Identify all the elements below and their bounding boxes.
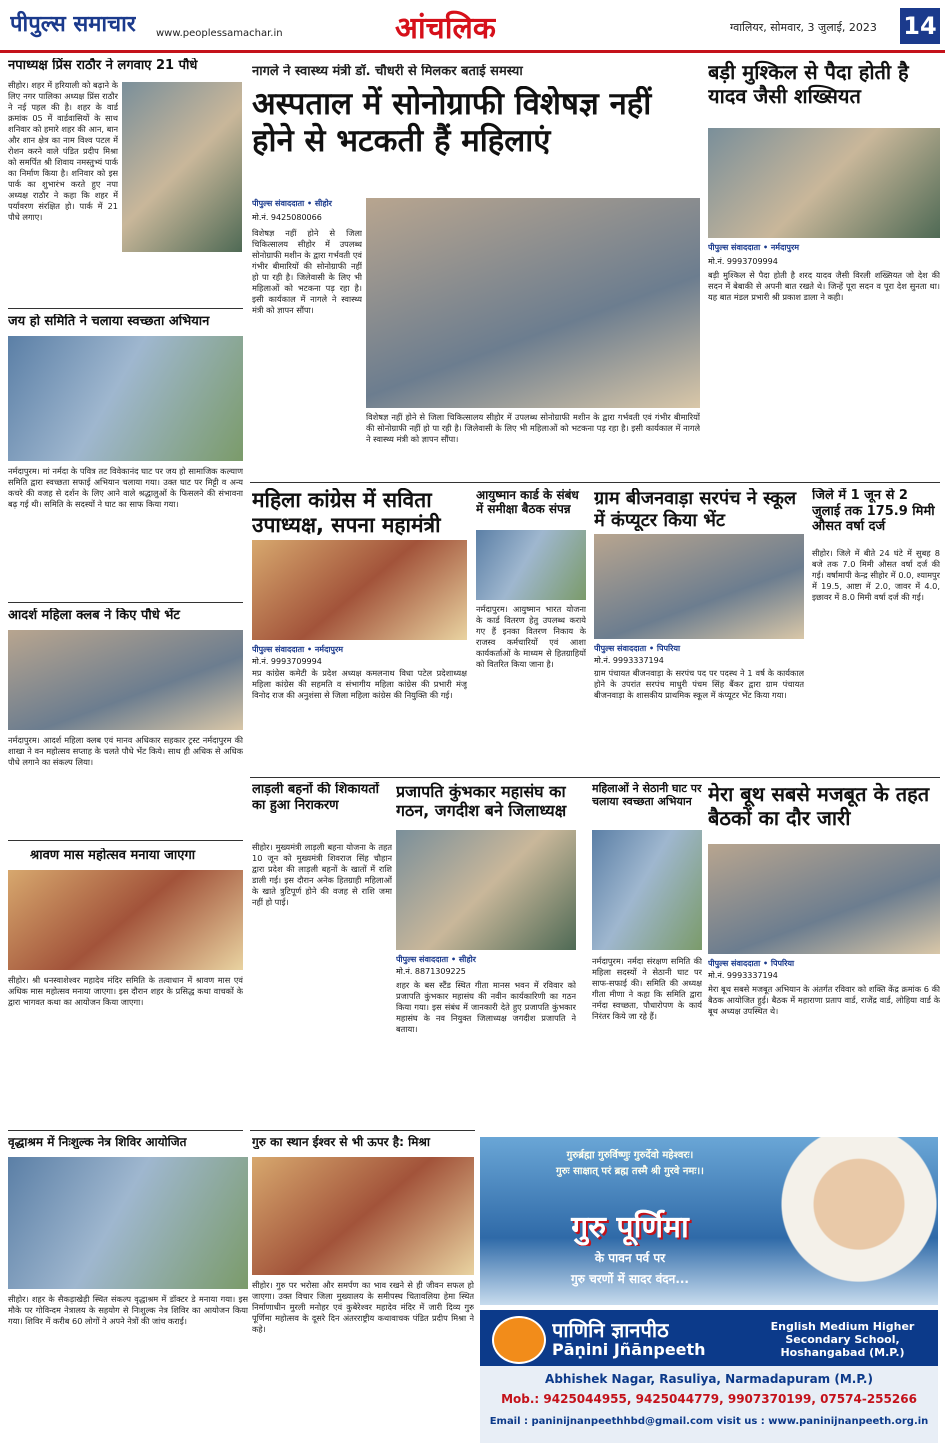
article-7-body: बड़ी मुश्किल से पैदा होती है शरद यादव जैसी विरली शख्सियत जो देश की सदन में बेबाकी से अपनी बात रखते थे। जिन्हें पूरा सदन व पूरा देश सुनता था। यह बात मंडल प्रभारी श्री प्रकाश डाला ने कही। — [708, 270, 940, 302]
article-13-title: प्रजापति कुंभकार महासंघ का गठन, जगदीश बने जिलाध्यक्ष — [396, 782, 567, 821]
masthead — [0, 0, 945, 53]
article-8-body: मप्र कांग्रेस कमेटी के प्रदेश अध्यक्ष कमलनाथ विधा पटेल प्रदेशाध्यक्ष महिला कांग्रेस की सहमति व संभागीय महिला कांग्रेस की प्रभारी मंजू विनोद राज की अनुशंसा से जिला महिला कांग्रेस की नियुक्ति की गई। — [252, 668, 467, 700]
ad-quote-line-2: गुरुः साक्षात् परं ब्रह्म तस्मै श्री गुरवे नमः।। — [556, 1166, 704, 1177]
article-7-title: बड़ी मुश्किल से पैदा होती है यादव जैसी शख्सियत — [708, 60, 909, 108]
school-address: Abhishek Nagar, Rasuliya, Narmadapuram (M.P.) — [545, 1372, 873, 1386]
article-11-title: जिले में 1 जून से 2 जुलाई तक 175.9 मिमी औसत वर्षा दर्ज — [812, 488, 935, 535]
article-5-title: वृद्धाश्रम में निःशुल्क नेत्र शिविर आयोजित — [8, 1135, 187, 1149]
masthead-url[interactable]: www.peoplessamachar.in — [156, 28, 283, 39]
article-11-body: सीहोर। जिले में बीते 24 घंटे में सुबह 8 बजे तक 7.0 मिमी औसत वर्षा दर्ज की गई। वर्षामापी केन्द्र सीहोर में 0.0, श्यामपुर में 19.5, आष्टा में 2.0, जावर में 4.0, इछावर में 8.0 मिमी वर्षा दर्ज की गई। — [812, 548, 940, 602]
article-1-body: सीहोर। शहर में हरियाली को बढ़ाने के लिए नगर पालिका अध्यक्ष प्रिंस राठौर ने नई पहल की है। शहर के वार्ड क्रमांक 05 में वार्डवासियों के साथ शनिवार को हमारे शहर की आन, बान और शान क्षेत्र का नाम विश्व पटल में रोशन करने वाले पंडित प्रदीप मिश्रा को समर्पित श्री शिवाय नमस्तुभ्यं पार्क का निर्माण किया है। शनिवार को इस पार्क का शुभारंभ करते हुए नपा अध्यक्ष राठौर ने कहा कि शहर में पर्यावरण संरक्षित हो। पार्क में 21 पौधे लगाए। — [8, 80, 118, 222]
article-9-title: आयुष्मान कार्ड के संबंध में समीक्षा बैठक संपन्न — [476, 488, 579, 517]
ad-quote-line-1: गुरुर्ब्रह्मा गुरुर्विष्णुः गुरुर्देवो महेश्वरः। — [566, 1150, 694, 1161]
article-8-byline: पीपुल्स संवाददाता • नर्मदापुरम — [252, 645, 344, 654]
article-9-body: नर्मदापुरम। आयुष्मान भारत योजना के कार्ड वितरण हेतु उपलब्ध कराये गए हैं इनका वितरण निकाय के राजस्व कर्मचारियों एवं आशा कार्यकर्ताओं के माध्यम से हितग्राहियों को वितरित किया जाना है। — [476, 604, 586, 669]
school-phone: Mob.: 9425044955, 9425044779, 9907370199, 07574-255266 — [501, 1392, 917, 1406]
article-7-byline: पीपुल्स संवाददाता • नर्मदापुरम — [708, 243, 800, 252]
article-16-title: गुरु का स्थान ईश्वर से भी ऊपर है: मिश्रा — [252, 1135, 430, 1149]
divider — [8, 840, 243, 841]
article-1-photo — [122, 82, 242, 252]
masthead-name: पीपुल्स समाचार — [10, 12, 136, 37]
article-10-title: ग्राम बीजनवाड़ा सरपंच ने स्कूल में कंप्यूटर किया भेंट — [594, 488, 797, 531]
article-4-body: सीहोर। श्री धनस्वाशेश्वर महादेव मंदिर समिति के तत्वाधान में श्रावण मास एवं अधिक मास महोत्सव मनाया जाएगा। इस दौरान शहर के प्रसिद्ध कथा वाचकों के द्वारा भागवत कथा का आयोजन किया जाएगा। — [8, 975, 243, 1007]
divider — [8, 308, 243, 309]
article-10-photo — [594, 534, 804, 639]
guru-purnima-ad — [480, 1137, 938, 1305]
school-logo-icon — [492, 1316, 546, 1364]
article-10-byline: पीपुल्स संवाददाता • पिपरिया — [594, 644, 681, 653]
article-2-title: जय हो समिति ने चलाया स्वच्छता अभियान — [8, 314, 210, 329]
article-13-byline: पीपुल्स संवाददाता • सीहोर — [396, 955, 476, 964]
article-15-photo — [708, 844, 940, 954]
school-description: English Medium Higher Secondary School, Hoshangabad (M.P.) — [770, 1320, 915, 1359]
article-16-photo — [252, 1157, 474, 1275]
article-3-title: आदर्श महिला क्लब ने किए पौधे भेंट — [8, 608, 180, 623]
ad-tagline: गुरु चरणों में सादर वंदन... — [570, 1272, 689, 1286]
divider — [8, 1130, 243, 1131]
school-name-english: Pāṇini Jñānpeeth — [552, 1340, 706, 1359]
ad-subtitle: के पावन पर्व पर — [594, 1251, 666, 1265]
lead-body: विशेषज्ञ नहीं होने से जिला चिकित्सालय सीहोर में उपलब्ध सोनोग्राफी मशीन के द्वारा गर्भवती एवं गंभीर बीमारियों की सोनोग्राफी नहीं हो पा रही है। जिलेवासी के लिए भी महिलाओं को भटकना पड़ रहा है। इसी कार्यकाल में नागले ने स्वास्थ्य मंत्री को ज्ञापन सौंपा। — [252, 228, 362, 315]
article-15-body: मेरा बूथ सबसे मजबूत अभियान के अंतर्गत रविवार को शक्ति केंद्र क्रमांक 6 की बैठक आयोजित हुई। बैठक में महाराणा प्रताप वार्ड, राजेंद्र वार्ड, लोहिया वार्ड के बूथ अध्यक्ष उपस्थित थे। — [708, 984, 940, 1016]
lead-body-cont: विशेषज्ञ नहीं होने से जिला चिकित्सालय सीहोर में उपलब्ध सोनोग्राफी मशीन के द्वारा गर्भवती एवं गंभीर बीमारियों की सोनोग्राफी नहीं हो पा रही है। जिलेवासी के लिए भी महिलाओं को भटकना पड़ रहा है। इसी कार्यकाल में नागले ने स्वास्थ्य मंत्री को ज्ञापन सौंपा। — [366, 412, 700, 444]
article-1-title: नपाध्यक्ष प्रिंस राठौर ने लगवाए 21 पौधे — [8, 58, 198, 73]
article-8-phone: मो.नं. 9993709994 — [252, 657, 322, 666]
article-10-body: ग्राम पंचायत बीजनवाड़ा के सरपंच पद पर पदस्थ ने 1 वर्ष के कार्यकाल होने के उपरांत सरपंच माधुरी पंचम सिंह बैंकर द्वारा ग्राम पंचायत बीजनवाड़ा के शासकीय प्राथमिक स्कूल में कंप्यूटर भेंट किया गया। — [594, 668, 804, 700]
article-16-body: सीहोर। गुरु पर भरोसा और समर्पण का भाव रखने से ही जीवन सफल हो जाएगा। उक्त विचार जिला मुख्यालय के समीपस्थ चितावलिया हेमा स्थित निर्माणाधीन मुरली मनोहर एवं कुबेरेश्वर महादेव मंदिर में जारी दिव्य गुरु पूर्णिमा महोत्सव के दूसरे दिन अंतरराष्ट्रीय कथावाचक पंडित प्रदीप मिश्रा ने कहे। — [252, 1280, 474, 1334]
lead-photo — [366, 198, 700, 408]
article-10-phone: मो.नं. 9993337194 — [594, 656, 664, 665]
article-13-phone: मो.नं. 8871309225 — [396, 967, 466, 976]
article-13-body: शहर के बस स्टैंड स्थित गीता मानस भवन में रविवार को प्रजापति कुंभकार महासंघ की नवीन कार्यकारिणी का गठन किया गया। इस संबंध में जानकारी देते हुए प्रजापति कुंभकार महासंघ के नव नियुक्त जिलाध्यक्ष जगदीश प्रजापति ने बताया। — [396, 980, 576, 1034]
divider — [8, 602, 243, 603]
article-12-body: सीहोर। मुख्यमंत्री लाड़ली बहना योजना के तहत 10 जून को मुख्यमंत्री शिवराज सिंह चौहान द्वारा प्रदेश की लाड़ली बहनों के खातों में राशि डाली गई। इस दौरान अनेक हितग्राही महिलाओं के खाते त्रुटिपूर्ण होने की वजह से राशि जमा नहीं हो पाई। — [252, 842, 392, 907]
article-13-photo — [396, 830, 576, 950]
dateline: ग्वालियर, सोमवार, 3 जुलाई, 2023 — [730, 21, 877, 34]
article-8-photo — [252, 540, 467, 640]
lead-kicker: नागले ने स्वास्थ्य मंत्री डॉ. चौधरी से मिलकर बताई समस्या — [252, 64, 523, 79]
article-4-photo — [8, 870, 243, 970]
article-15-title: मेरा बूथ सबसे मजबूत के तहत बैठकों का दौर जारी — [708, 782, 930, 830]
article-15-byline: पीपुल्स संवाददाता • पिपरिया — [708, 959, 795, 968]
ad-portrait — [780, 1137, 938, 1305]
article-14-photo — [592, 830, 702, 950]
article-2-body: नर्मदापुरम। मां नर्मदा के पवित्र तट विवेकानंद घाट पर जय हो सामाजिक कल्याण समिति द्वारा स्वच्छता सफाई अभियान चलाया गया। उक्त घाट पर मिट्टी व अन्य कचरे की वजह से दर्शन के लिए आने वाले श्रद्धालुओं के फिसलने की संभावना बढ़ गई थी। समिति के सदस्यों ने घाट का साफ किया गया। — [8, 466, 243, 509]
school-name-hindi: पाणिनि ज्ञानपीठ — [552, 1318, 669, 1342]
section-title: आंचलिक — [395, 11, 496, 46]
divider — [250, 482, 940, 483]
article-15-phone: मो.नं. 9993337194 — [708, 971, 778, 980]
lead-byline: पीपुल्स संवाददाता • सीहोर — [252, 199, 332, 208]
article-9-photo — [476, 530, 586, 600]
ad-title: गुरु पूर्णिमा — [571, 1210, 689, 1245]
article-14-title: महिलाओं ने सेठानी घाट पर चलाया स्वच्छता अभियान — [592, 782, 702, 809]
school-email[interactable]: Email : paninijnanpeethhbd@gmail.com visit us : www.paninijnanpeeth.org.in — [489, 1416, 929, 1427]
article-2-photo — [8, 336, 243, 461]
article-8-title: महिला कांग्रेस में सविता उपाध्यक्ष, सपना महामंत्री — [252, 488, 441, 538]
lead-phone: मो.नं. 9425080066 — [252, 213, 322, 222]
page-number: 14 — [900, 8, 940, 44]
article-3-photo — [8, 630, 243, 730]
article-7-photo — [708, 128, 940, 238]
article-7-phone: मो.नं. 9993709994 — [708, 257, 778, 266]
school-ad — [480, 1310, 938, 1443]
article-12-title: लाड़ली बहनों की शिकायतों का हुआ निराकरण — [252, 782, 380, 813]
article-5-body: सीहोर। शहर के सैकड़ाखेड़ी स्थित संकल्प वृद्धाश्रम में डॉक्टर डे मनाया गया। इस मौके पर गोविन्दम नेत्रालय के सहयोग से निःशुल्क नेत्र शिविर का आयोजन किया गया। शिविर में करीब 60 लोगों ने अपने नेत्रों की जांच कराई। — [8, 1294, 248, 1326]
article-5-photo — [8, 1157, 248, 1289]
divider — [250, 777, 940, 778]
article-14-body: नर्मदापुरम। नर्मदा संरक्षण समिति की महिला सदस्यों ने सेठानी घाट पर साफ-सफाई की। समिति की अध्यक्ष गीता मीणा ने कहा कि समिति द्वारा नर्मदा स्वच्छता, पौधारोपण के कार्य निरंतर किये जा रहे हैं। — [592, 956, 702, 1021]
article-3-body: नर्मदापुरम। आदर्श महिला क्लब एवं मानव अधिकार सहकार ट्रस्ट नर्मदापुरम की शाखा ने वन महोत्सव सप्ताह के चलते पौधे भेंट किये। साथ ही अधिक से अधिक पौधे लगाने का संकल्प लिया। — [8, 735, 243, 767]
lead-title: अस्पताल में सोनोग्राफी विशेषज्ञ नहीं होने से भटकती हैं महिलाएं — [252, 86, 652, 160]
divider — [250, 1130, 475, 1131]
article-4-title: श्रावण मास महोत्सव मनाया जाएगा — [30, 848, 196, 863]
